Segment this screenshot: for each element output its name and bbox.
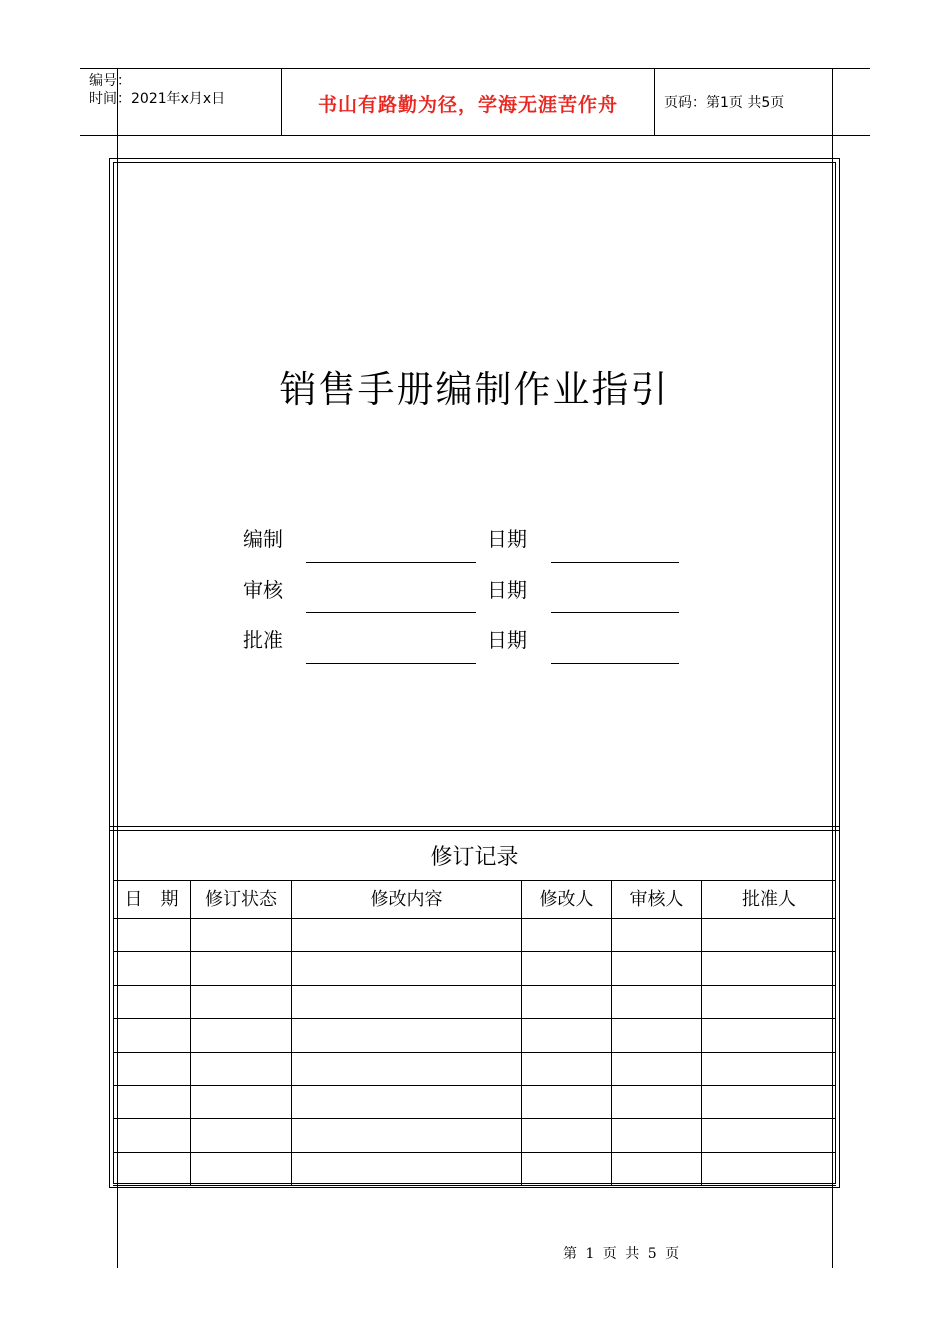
table-cell[interactable] — [192, 1153, 290, 1184]
revision-section-rule-bottom — [109, 830, 840, 831]
table-cell[interactable] — [115, 986, 189, 1017]
table-cell[interactable] — [613, 986, 700, 1017]
table-header-top-rule — [113, 880, 836, 881]
table-column-divider — [611, 880, 612, 1185]
header-divider-2 — [654, 68, 655, 136]
table-cell[interactable] — [523, 919, 610, 950]
table-cell[interactable] — [192, 1019, 290, 1050]
table-cell[interactable] — [613, 952, 700, 983]
table-cell[interactable] — [613, 1153, 700, 1184]
table-cell[interactable] — [523, 986, 610, 1017]
table-cell[interactable] — [115, 952, 189, 983]
document-number-label: 编号： — [89, 73, 131, 89]
table-cell[interactable] — [703, 1019, 835, 1050]
table-column-divider — [521, 880, 522, 1185]
table-cell[interactable] — [523, 1019, 610, 1050]
signoff-date-field[interactable] — [551, 663, 679, 664]
table-cell[interactable] — [192, 1119, 290, 1150]
table-cell[interactable] — [192, 1086, 290, 1117]
table-cell[interactable] — [115, 1053, 189, 1084]
column-header-revision-status: 修订状态 — [205, 889, 277, 910]
table-cell[interactable] — [293, 1119, 520, 1150]
table-cell[interactable] — [115, 1119, 189, 1150]
document-time-label: 时间：2021年x月x日 — [89, 91, 226, 107]
document-title: 销售手册编制作业指引 — [279, 368, 670, 411]
header-bottom-rule — [80, 135, 870, 136]
revision-table-title: 修订记录 — [430, 845, 519, 870]
signoff-date-label: 日期 — [487, 628, 527, 652]
table-cell[interactable] — [192, 919, 290, 950]
table-cell[interactable] — [523, 1119, 610, 1150]
table-cell[interactable] — [613, 1053, 700, 1084]
table-cell[interactable] — [293, 1153, 520, 1184]
signoff-date-field[interactable] — [551, 612, 679, 613]
header-motto: 书山有路勤为径，学海无涯苦作舟 — [317, 94, 618, 116]
table-cell[interactable] — [115, 919, 189, 950]
table-cell[interactable] — [523, 952, 610, 983]
table-cell[interactable] — [703, 1153, 835, 1184]
table-cell[interactable] — [613, 919, 700, 950]
table-row-rule — [113, 1185, 836, 1186]
signoff-role-label: 编制 — [243, 527, 283, 551]
column-header-approver: 批准人 — [742, 889, 796, 910]
signoff-date-label: 日期 — [487, 527, 527, 551]
table-cell[interactable] — [703, 1086, 835, 1117]
signoff-name-field[interactable] — [306, 562, 476, 563]
table-column-divider — [701, 880, 702, 1185]
signoff-date-label: 日期 — [487, 578, 527, 602]
table-cell[interactable] — [523, 1053, 610, 1084]
table-cell[interactable] — [192, 1053, 290, 1084]
table-cell[interactable] — [703, 986, 835, 1017]
revision-section-rule-top — [109, 826, 840, 827]
table-cell[interactable] — [293, 986, 520, 1017]
signoff-name-field[interactable] — [306, 612, 476, 613]
page-footer: 第 1 页 共 5 页 — [563, 1246, 682, 1262]
table-cell[interactable] — [703, 1053, 835, 1084]
signoff-role-label: 批准 — [243, 628, 283, 652]
table-cell[interactable] — [293, 919, 520, 950]
signoff-role-label: 审核 — [243, 578, 283, 602]
column-header-modifier: 修改人 — [539, 889, 594, 910]
table-cell[interactable] — [703, 1119, 835, 1150]
signoff-date-field[interactable] — [551, 562, 679, 563]
table-cell[interactable] — [613, 1019, 700, 1050]
table-cell[interactable] — [293, 952, 520, 983]
column-header-reviewer: 审核人 — [629, 889, 684, 910]
table-cell[interactable] — [703, 952, 835, 983]
table-cell[interactable] — [613, 1086, 700, 1117]
table-cell[interactable] — [115, 1019, 189, 1050]
table-column-divider — [190, 880, 191, 1185]
table-cell[interactable] — [192, 986, 290, 1017]
table-cell[interactable] — [293, 1053, 520, 1084]
table-cell[interactable] — [115, 1153, 189, 1184]
signoff-name-field[interactable] — [306, 663, 476, 664]
table-cell[interactable] — [293, 1086, 520, 1117]
column-header-change-content: 修改内容 — [370, 889, 443, 910]
table-cell[interactable] — [293, 1019, 520, 1050]
table-cell[interactable] — [115, 1086, 189, 1117]
table-cell[interactable] — [192, 952, 290, 983]
table-cell[interactable] — [523, 1153, 610, 1184]
table-cell[interactable] — [703, 919, 835, 950]
header-top-rule — [80, 68, 870, 69]
header-page-info: 页码：第1页 共5页 — [664, 95, 785, 111]
table-cell[interactable] — [523, 1086, 610, 1117]
table-column-divider — [291, 880, 292, 1185]
column-header-date: 日 期 — [124, 889, 179, 910]
table-cell[interactable] — [613, 1119, 700, 1150]
